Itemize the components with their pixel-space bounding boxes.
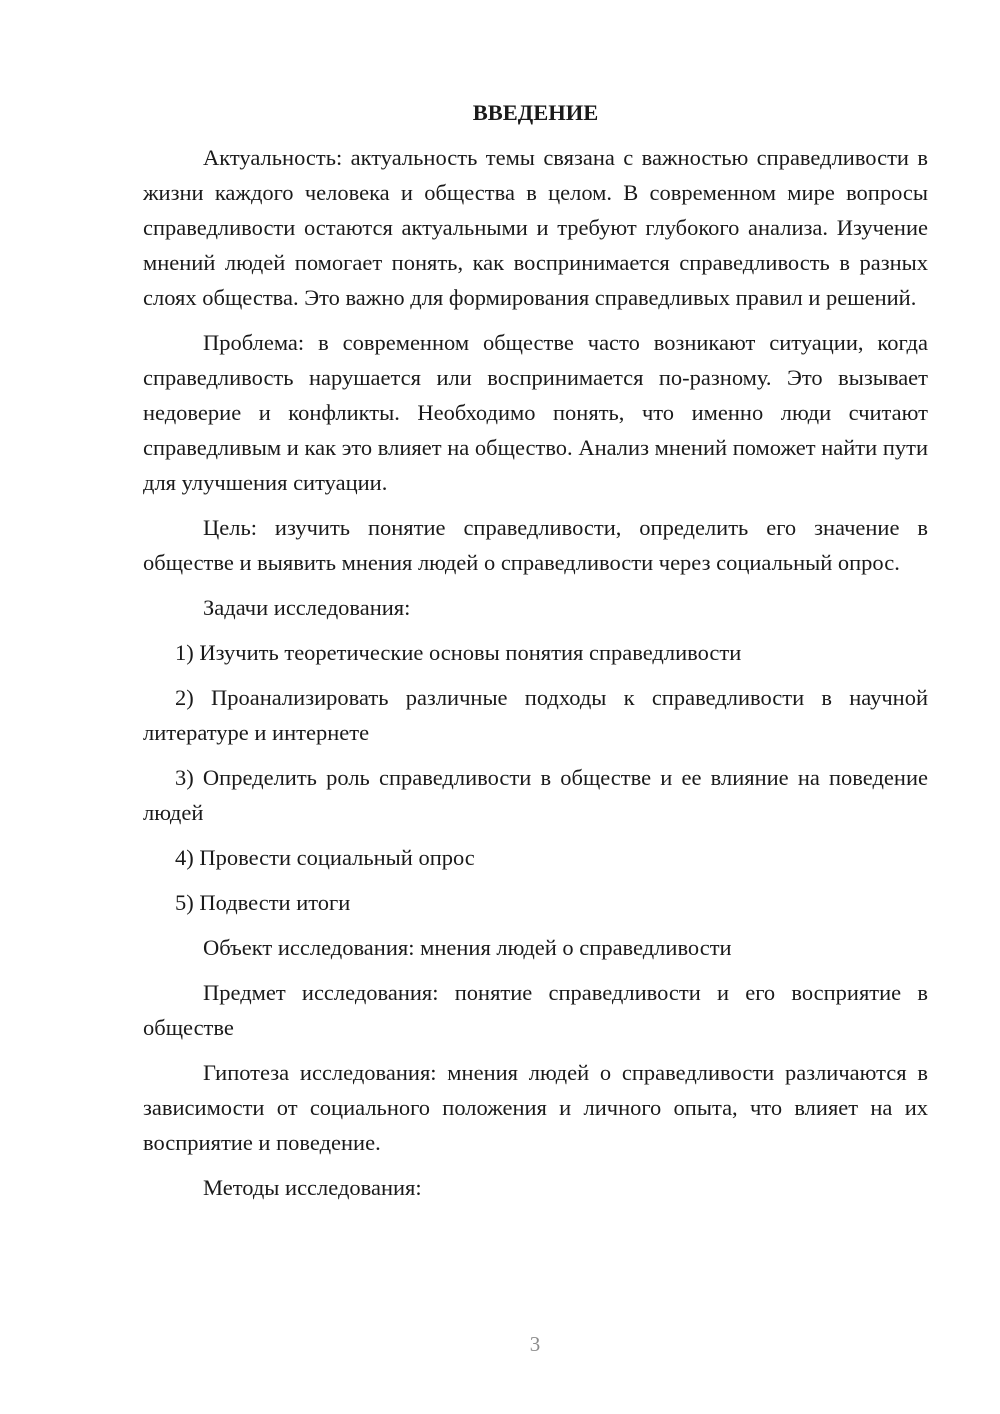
task-item: 5) Подвести итоги — [175, 890, 351, 915]
task-item: 3) Определить роль справедливости в обществе и ее влияние на поведение людей — [143, 765, 928, 825]
object-paragraph: Объект исследования: мнения людей о справедливости — [203, 935, 732, 960]
document-page — [143, 95, 928, 1205]
goal-paragraph: Цель: изучить понятие справедливости, определить его значение в обществе и выявить мнения людей о справедливости через социальный опрос. — [143, 515, 928, 575]
problem-paragraph: Проблема: в современном обществе часто возникают ситуации, когда справедливость нарушается или воспринимается по-разному. Это вызывает недоверие и конфликты. Необходимо понять, что именно люди считают справедливым и как это влияет на общество. Анализ мнений поможет найти пути для улучшения ситуации. — [143, 330, 928, 495]
task-item: 1) Изучить теоретические основы понятия справедливости — [175, 640, 742, 665]
relevance-paragraph: Актуальность: актуальность темы связана с важностью справедливости в жизни каждого человека и общества в целом. В современном мире вопросы справедливости остаются актуальными и требуют глубокого анализа. Изучение мнений людей помогает понять, как воспринимается справедливость в разных слоях общества. Это важно для формирования справедливых правил и решений. — [143, 145, 928, 310]
hypothesis-paragraph: Гипотеза исследования: мнения людей о справедливости различаются в зависимости от социального положения и личного опыта, что влияет на их восприятие и поведение. — [143, 1060, 928, 1155]
tasks-title: Задачи исследования: — [203, 595, 411, 620]
methods-paragraph: Методы исследования: — [203, 1175, 422, 1200]
task-item: 2) Проанализировать различные подходы к справедливости в научной литературе и интернете — [143, 685, 928, 745]
page-number: 3 — [529, 1332, 541, 1356]
section-heading: ВВЕДЕНИЕ — [472, 100, 599, 125]
task-item: 4) Провести социальный опрос — [175, 845, 475, 870]
subject-paragraph: Предмет исследования: понятие справедливости и его восприятие в обществе — [143, 980, 928, 1040]
